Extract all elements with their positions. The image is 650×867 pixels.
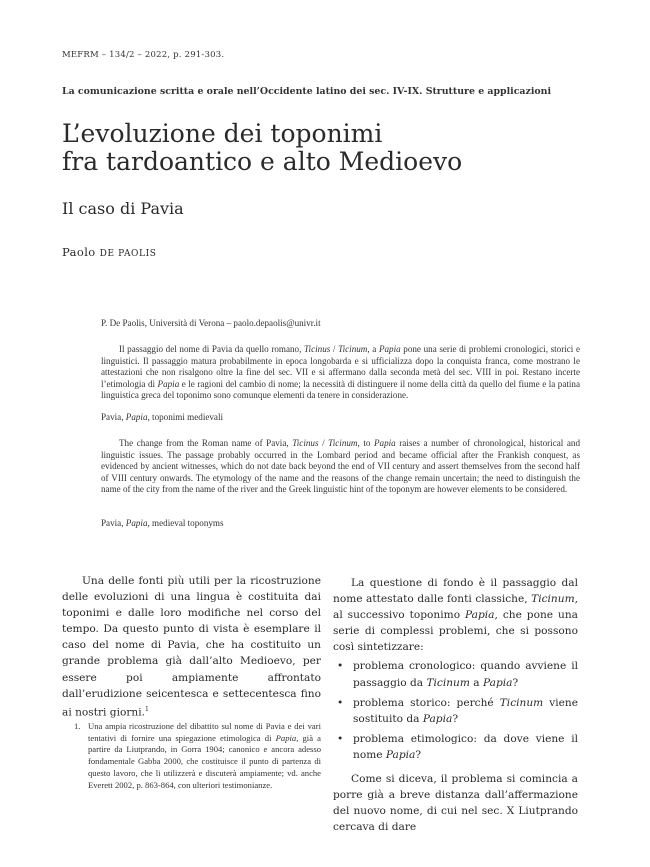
abstract-italian: Il passaggio del nome di Pavia da quello romano, Ticinus / Ticinum, a Papia pone una serie di problemi cronologici, storici e linguistici. Il passaggio matura probabilmente in epoca longobarda e si ufficializza dopo la conquista franca, come mostrano le attestazioni che non risalgono oltre la fine del sec. VII e si affermano dalla seconda metà del sec. VIII in poi. Restano incerte l’etimologia di Papia e le ragioni del cambio di nome; la necessità di distinguere il nome della città da quello del fiume e la patina linguistica greca del toponimo sono comunque elementi da tenere in considerazione. [101,344,580,400]
footnote [62,721,321,791]
footnote-marker[interactable]: 1 [144,705,149,713]
series-title: La comunicazione scritta e orale nell’Occidente latino dei sec. IV-IX. Strutture e applicazioni [62,86,552,97]
author-last-name: DE PAOLIS [99,249,157,259]
author-affiliation: P. De Paolis, Università di Verona – paolo.depaolis@univr.it [101,318,321,328]
author-first-name: Paolo [62,245,96,259]
title-line-1: L’evoluzione dei toponimi [62,119,383,148]
list-item: • problema etimologico: da dove viene il nome Papia? [337,732,578,761]
body-left-column [62,573,321,720]
question-paragraph: La questione di fondo è il passaggio dal nome attestato dalle fonti classiche, Ticinum, al successivo toponimo Papia, che pone una serie di complessi problemi, che si possono così sintetizzare: [333,577,578,654]
keywords-italian: Pavia, Papia, toponimi medievali [101,412,224,422]
journal-reference: MEFRM – 134/2 – 2022, p. 291-303. [62,50,225,60]
author-name [62,245,157,259]
article-title [62,120,462,176]
intro-paragraph: Una delle fonti più utili per la ricostruzione delle evoluzioni di una lingua è costituita dai toponimi e dalle loro modifiche nel corso del tempo. Da questo punto di vista è esemplare il caso del nome di Pavia, che ha costituito un grande problema già dall’alto Medioevo, per essere poi ampiamente affrontato dall’erudizione seicentesca e settecentesca fino ai nostri giorni. [62,575,321,719]
list-item: • problema cronologico: quando avviene il passaggio da Ticinum a Papia? [337,660,578,689]
list-item: • problema storico: perché Ticinum viene sostituito da Papia? [337,696,578,725]
problem-list [333,658,578,763]
footnote-number: 1. [74,721,81,731]
footnote-text: Una ampia ricostruzione del dibattito sul nome di Pavia e dei vari tentativi di fornire una spiegazione etimologica di Papia, già a partire da Liutprando, in Gorra 1904; canonico e ancora adesso fondamentale Gabba 2000, che costituisce il punto di partenza di questo lavoro, che li utilizzerà e discuterà ampiamente; vd. anche Everett 2002, p. 863-864, con ulteriori testimonianze. [88,721,321,790]
abstract-english: The change from the Roman name of Pavia, Ticinus / Ticinum, to Papia raises a number of chronological, historical and linguistic issues. The passage probably occurred in the Lombard period and became official after the Frankish conquest, as evidenced by ancient witnesses, which do not date back beyond the end of VII century and assert themselves from the second half of VIII century onwards. The etymology of the name and the reasons of the change remain uncertain; the need to distinguish the name of the city from the name of the river and the Greek linguistic hint of the toponym are however elements to be considered. [101,438,580,494]
article-subtitle: Il caso di Pavia [62,199,184,218]
body-right-column [333,575,578,835]
continuation-paragraph: Come si diceva, il problema si comincia a porre già a breve distanza dall’affermazione del nuovo nome, di cui nel sec. X Liutprando cercava di dare [333,773,578,834]
title-line-2: fra tardoantico e alto Medioevo [62,147,463,176]
keywords-english: Pavia, Papia, medieval toponyms [101,518,224,528]
